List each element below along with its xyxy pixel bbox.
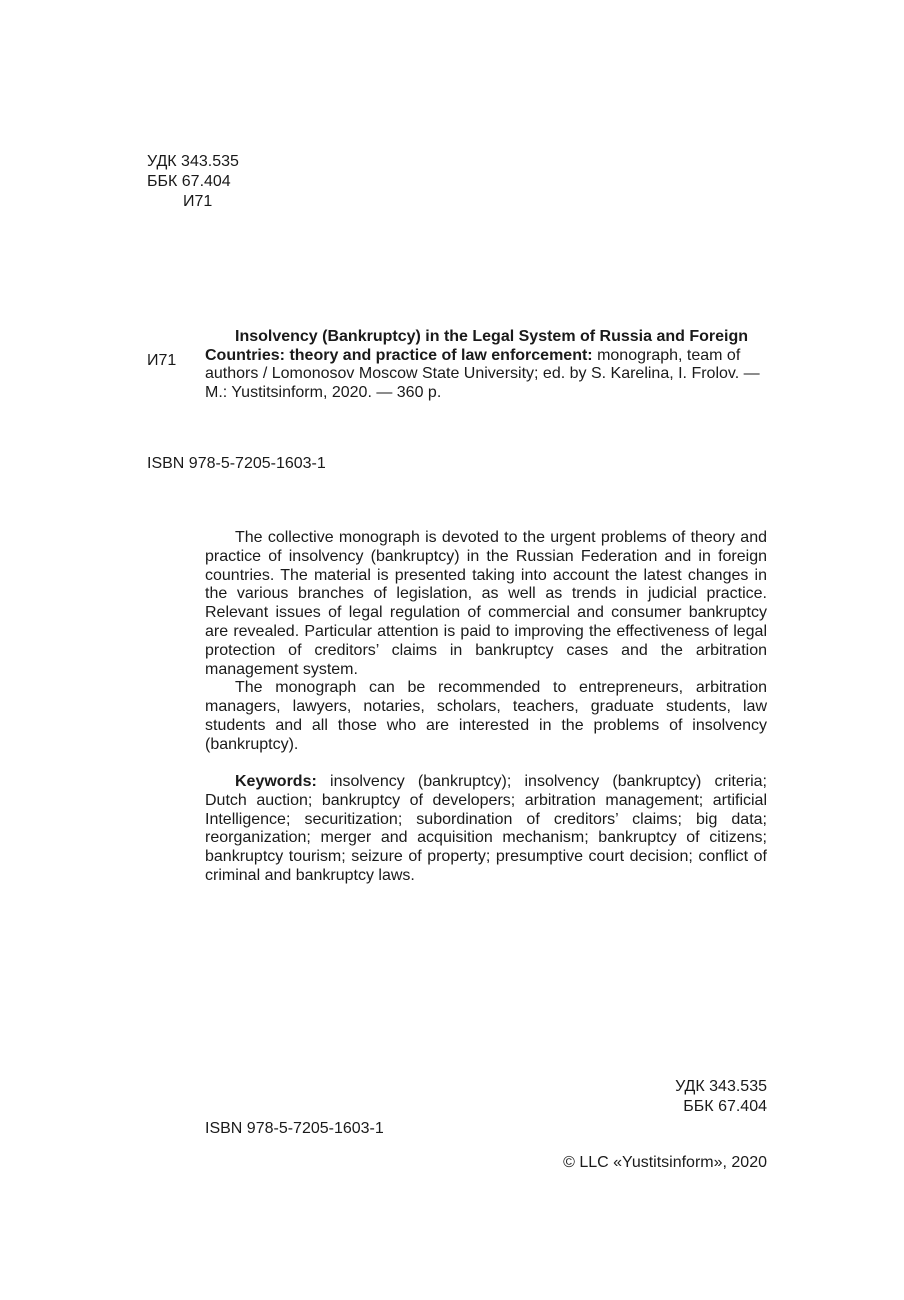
- abstract: [205, 529, 767, 755]
- author-mark: И71: [183, 193, 213, 210]
- abstract-paragraph: The monograph can be recommended to entrepreneurs, arbitration managers, lawyers, notaries, scholars, teachers, graduate students, law students and all those who are interested in the problems of insolvency (bankruptcy).: [205, 679, 767, 753]
- keywords: [205, 773, 767, 886]
- bibliographic-title: Insolvency (Bankruptcy) in the Legal System of Russia and Foreign Countries: theory and practice of law enforcement:: [205, 328, 748, 364]
- keywords-text: insolvency (bankruptcy); insolvency (bankruptcy) criteria; Dutch auction; bankruptcy of developers; arbitration management; artificial Intelligence; securitization; subordination of creditors’ claims; big data; reorganization; merger and acquisition mechanism; bankruptcy of citizens; bankruptcy tourism; seizure of property; presumptive court decision; conflict of criminal and bankruptcy laws.: [205, 773, 767, 884]
- bbk-code: ББК 67.404: [147, 173, 231, 190]
- bbk-code: ББК 67.404: [683, 1098, 767, 1115]
- isbn-top: ISBN 978-5-7205-1603-1: [147, 455, 326, 472]
- bibliographic-index-mark: И71: [147, 352, 177, 369]
- copyright-notice: © LLC «Yustitsinform», 2020: [563, 1154, 767, 1171]
- abstract-paragraph: The collective monograph is devoted to the urgent problems of theory and practice of insolvency (bankruptcy) in the Russian Federation and in foreign countries. The material is presented taking into account the latest changes in the various branches of legislation, as well as trends in judicial practice. Relevant issues of legal regulation of commercial and consumer bankruptcy are revealed. Particular attention is paid to improving the effectiveness of legal protection of creditors’ claims in bankruptcy cases and the arbitration management system.: [205, 529, 767, 678]
- isbn-bottom: ISBN 978-5-7205-1603-1: [205, 1120, 384, 1137]
- classification-codes-bottom: [675, 1077, 767, 1117]
- bibliographic-details: monograph, team of authors / Lomonosov Moscow State University; ed. by S. Karelina, I. Frolov. — M.: Yustitsinform, 2020. — 360 p.: [205, 346, 760, 401]
- classification-codes-top: [147, 152, 347, 212]
- keywords-label: Keywords:: [235, 773, 317, 790]
- bibliographic-entry: [205, 328, 767, 402]
- udk-code: УДК 343.535: [675, 1078, 767, 1095]
- udk-code: УДК 343.535: [147, 153, 239, 170]
